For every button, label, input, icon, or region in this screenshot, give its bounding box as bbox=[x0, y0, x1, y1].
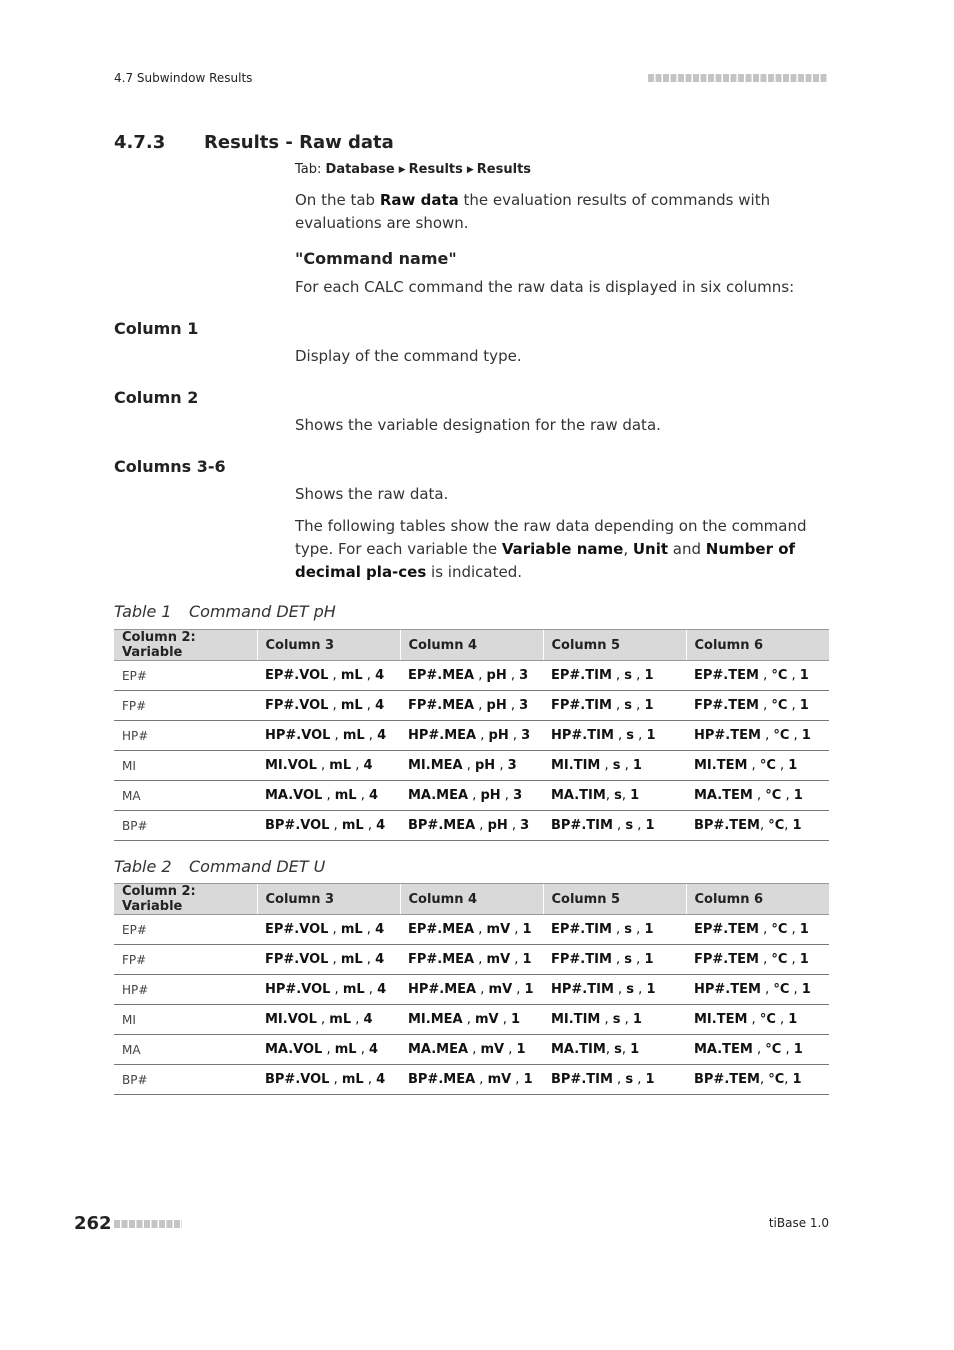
section-number: 4.7.3 bbox=[114, 132, 166, 153]
raw-data-cell: MI.TIM , s , 1 bbox=[543, 1005, 686, 1035]
table-row bbox=[114, 1005, 829, 1035]
raw-data-cell: MI.VOL , mL , 4 bbox=[257, 751, 400, 781]
raw-data-cell: HP#.TEM , °C , 1 bbox=[686, 721, 829, 751]
command-name-title: "Command name" bbox=[295, 249, 457, 268]
raw-data-cell: MI.TEM , °C , 1 bbox=[686, 751, 829, 781]
table-row bbox=[114, 721, 829, 751]
raw-data-cell: HP#.MEA , pH , 3 bbox=[400, 721, 543, 751]
table-2-caption-text: Command DET U bbox=[189, 857, 326, 876]
raw-data-cell: FP#.VOL , mL , 4 bbox=[257, 945, 400, 975]
table-1-caption-number: Table 1 bbox=[114, 602, 172, 621]
table-row bbox=[114, 811, 829, 841]
tab-path bbox=[295, 162, 531, 177]
table-2-caption-number: Table 2 bbox=[114, 857, 172, 876]
raw-data-cell: FP#.MEA , pH , 3 bbox=[400, 691, 543, 721]
running-header-section: 4.7 Subwindow Results bbox=[114, 71, 253, 85]
intro-bold: Raw data bbox=[379, 191, 459, 209]
raw-data-cell: HP#.TIM , s , 1 bbox=[543, 721, 686, 751]
table-row bbox=[114, 1035, 829, 1065]
raw-data-cell: BP#.MEA , pH , 3 bbox=[400, 811, 543, 841]
raw-data-cell: FP#.VOL , mL , 4 bbox=[257, 691, 400, 721]
table-header-row bbox=[114, 630, 829, 661]
table-command-det-u bbox=[114, 883, 829, 1095]
variable-cell: MA bbox=[114, 781, 257, 811]
variable-cell: BP# bbox=[114, 811, 257, 841]
arrow-right-icon: ▶ bbox=[398, 165, 406, 175]
variable-cell: MI bbox=[114, 751, 257, 781]
columns-3-6-heading: Columns 3-6 bbox=[114, 457, 226, 476]
column-header: Column 4 bbox=[400, 884, 543, 915]
variable-cell: HP# bbox=[114, 975, 257, 1005]
table-command-det-ph bbox=[114, 629, 829, 841]
tab-path-item: Results bbox=[408, 162, 463, 177]
raw-data-cell: MA.MEA , pH , 3 bbox=[400, 781, 543, 811]
variable-cell: BP# bbox=[114, 1065, 257, 1095]
raw-data-cell: BP#.TIM , s , 1 bbox=[543, 811, 686, 841]
header-decoration bbox=[648, 74, 828, 82]
column-header: Column 5 bbox=[543, 630, 686, 661]
intro-text: On the tab bbox=[295, 191, 380, 209]
column-2-text: Shows the variable designation for the raw data. bbox=[295, 416, 661, 434]
raw-data-cell: HP#.VOL , mL , 4 bbox=[257, 721, 400, 751]
product-name: tiBase 1.0 bbox=[768, 1216, 829, 1230]
raw-data-cell: FP#.TEM , °C , 1 bbox=[686, 945, 829, 975]
bold-decimal-places: Number of decimal pla-ces bbox=[295, 540, 796, 581]
raw-data-cell: BP#.MEA , mV , 1 bbox=[400, 1065, 543, 1095]
bold-variable-name: Variable name bbox=[501, 540, 624, 558]
table-row bbox=[114, 751, 829, 781]
tab-path-item: Database bbox=[325, 162, 395, 177]
separator: , bbox=[623, 540, 633, 558]
column-header: Column 2: Variable bbox=[114, 884, 257, 915]
table-row bbox=[114, 915, 829, 945]
raw-data-cell: EP#.MEA , pH , 3 bbox=[400, 661, 543, 691]
table-row bbox=[114, 975, 829, 1005]
raw-data-cell: BP#.TEM, °C, 1 bbox=[686, 1065, 829, 1095]
raw-data-cell: EP#.VOL , mL , 4 bbox=[257, 915, 400, 945]
column-header: Column 3 bbox=[257, 630, 400, 661]
column-1-heading: Column 1 bbox=[114, 319, 199, 338]
tables-intro-text-end: is indicated. bbox=[426, 563, 523, 581]
column-header: Column 4 bbox=[400, 630, 543, 661]
raw-data-cell: MA.VOL , mL , 4 bbox=[257, 781, 400, 811]
raw-data-cell: MI.MEA , pH , 3 bbox=[400, 751, 543, 781]
raw-data-cell: HP#.TEM , °C , 1 bbox=[686, 975, 829, 1005]
command-name-text: For each CALC command the raw data is displayed in six columns: bbox=[295, 278, 795, 296]
section-title: Results - Raw data bbox=[204, 132, 394, 153]
raw-data-cell: MA.VOL , mL , 4 bbox=[257, 1035, 400, 1065]
raw-data-cell: BP#.VOL , mL , 4 bbox=[257, 811, 400, 841]
arrow-right-icon: ▶ bbox=[466, 165, 474, 175]
column-header: Column 6 bbox=[686, 630, 829, 661]
column-header: Column 5 bbox=[543, 884, 686, 915]
raw-data-cell: MA.TEM , °C , 1 bbox=[686, 1035, 829, 1065]
column-1-text: Display of the command type. bbox=[295, 347, 522, 365]
tab-path-prefix: Tab: bbox=[295, 162, 322, 177]
variable-cell: MI bbox=[114, 1005, 257, 1035]
table-2-caption bbox=[114, 857, 325, 876]
raw-data-cell: EP#.TEM , °C , 1 bbox=[686, 661, 829, 691]
raw-data-cell: MA.TIM, s, 1 bbox=[543, 781, 686, 811]
raw-data-cell: EP#.MEA , mV , 1 bbox=[400, 915, 543, 945]
column-header: Column 3 bbox=[257, 884, 400, 915]
table-row bbox=[114, 661, 829, 691]
table-1-caption-text: Command DET pH bbox=[189, 602, 336, 621]
raw-data-cell: MA.MEA , mV , 1 bbox=[400, 1035, 543, 1065]
variable-cell: EP# bbox=[114, 915, 257, 945]
raw-data-cell: MI.TEM , °C , 1 bbox=[686, 1005, 829, 1035]
variable-cell: EP# bbox=[114, 661, 257, 691]
column-header: Column 2: Variable bbox=[114, 630, 257, 661]
intro-paragraph bbox=[295, 189, 831, 235]
raw-data-cell: EP#.VOL , mL , 4 bbox=[257, 661, 400, 691]
variable-cell: HP# bbox=[114, 721, 257, 751]
raw-data-cell: EP#.TIM , s , 1 bbox=[543, 661, 686, 691]
tables-intro-text: The following tables show the raw data depending on the command type. For each variable the bbox=[295, 517, 807, 558]
raw-data-cell: EP#.TIM , s , 1 bbox=[543, 915, 686, 945]
column-header: Column 6 bbox=[686, 884, 829, 915]
bold-unit: Unit bbox=[632, 540, 669, 558]
table-row bbox=[114, 691, 829, 721]
raw-data-cell: MI.TIM , s , 1 bbox=[543, 751, 686, 781]
raw-data-cell: BP#.VOL , mL , 4 bbox=[257, 1065, 400, 1095]
raw-data-cell: MI.MEA , mV , 1 bbox=[400, 1005, 543, 1035]
raw-data-cell: HP#.VOL , mL , 4 bbox=[257, 975, 400, 1005]
footer-decoration bbox=[114, 1220, 182, 1228]
raw-data-cell: FP#.TIM , s , 1 bbox=[543, 691, 686, 721]
table-1-caption bbox=[114, 602, 336, 621]
raw-data-cell: HP#.MEA , mV , 1 bbox=[400, 975, 543, 1005]
raw-data-cell: BP#.TEM, °C, 1 bbox=[686, 811, 829, 841]
raw-data-cell: FP#.TIM , s , 1 bbox=[543, 945, 686, 975]
raw-data-cell: MA.TEM , °C , 1 bbox=[686, 781, 829, 811]
raw-data-cell: FP#.MEA , mV , 1 bbox=[400, 945, 543, 975]
column-2-heading: Column 2 bbox=[114, 388, 199, 407]
raw-data-cell: HP#.TIM , s , 1 bbox=[543, 975, 686, 1005]
raw-data-cell: EP#.TEM , °C , 1 bbox=[686, 915, 829, 945]
raw-data-cell: FP#.TEM , °C , 1 bbox=[686, 691, 829, 721]
page-number: 262 bbox=[74, 1213, 112, 1234]
raw-data-cell: MA.TIM, s, 1 bbox=[543, 1035, 686, 1065]
raw-data-cell: BP#.TIM , s , 1 bbox=[543, 1065, 686, 1095]
conjunction: and bbox=[668, 540, 706, 558]
columns-3-6-text: Shows the raw data. bbox=[295, 485, 449, 503]
variable-cell: FP# bbox=[114, 691, 257, 721]
tables-intro-paragraph bbox=[295, 515, 831, 584]
raw-data-cell: MI.VOL , mL , 4 bbox=[257, 1005, 400, 1035]
intro-text-end: the evaluation results of commands with evaluations are shown. bbox=[295, 191, 771, 232]
table-row bbox=[114, 1065, 829, 1095]
variable-cell: FP# bbox=[114, 945, 257, 975]
table-header-row bbox=[114, 884, 829, 915]
variable-cell: MA bbox=[114, 1035, 257, 1065]
table-row bbox=[114, 945, 829, 975]
tab-path-item: Results bbox=[476, 162, 532, 177]
table-row bbox=[114, 781, 829, 811]
